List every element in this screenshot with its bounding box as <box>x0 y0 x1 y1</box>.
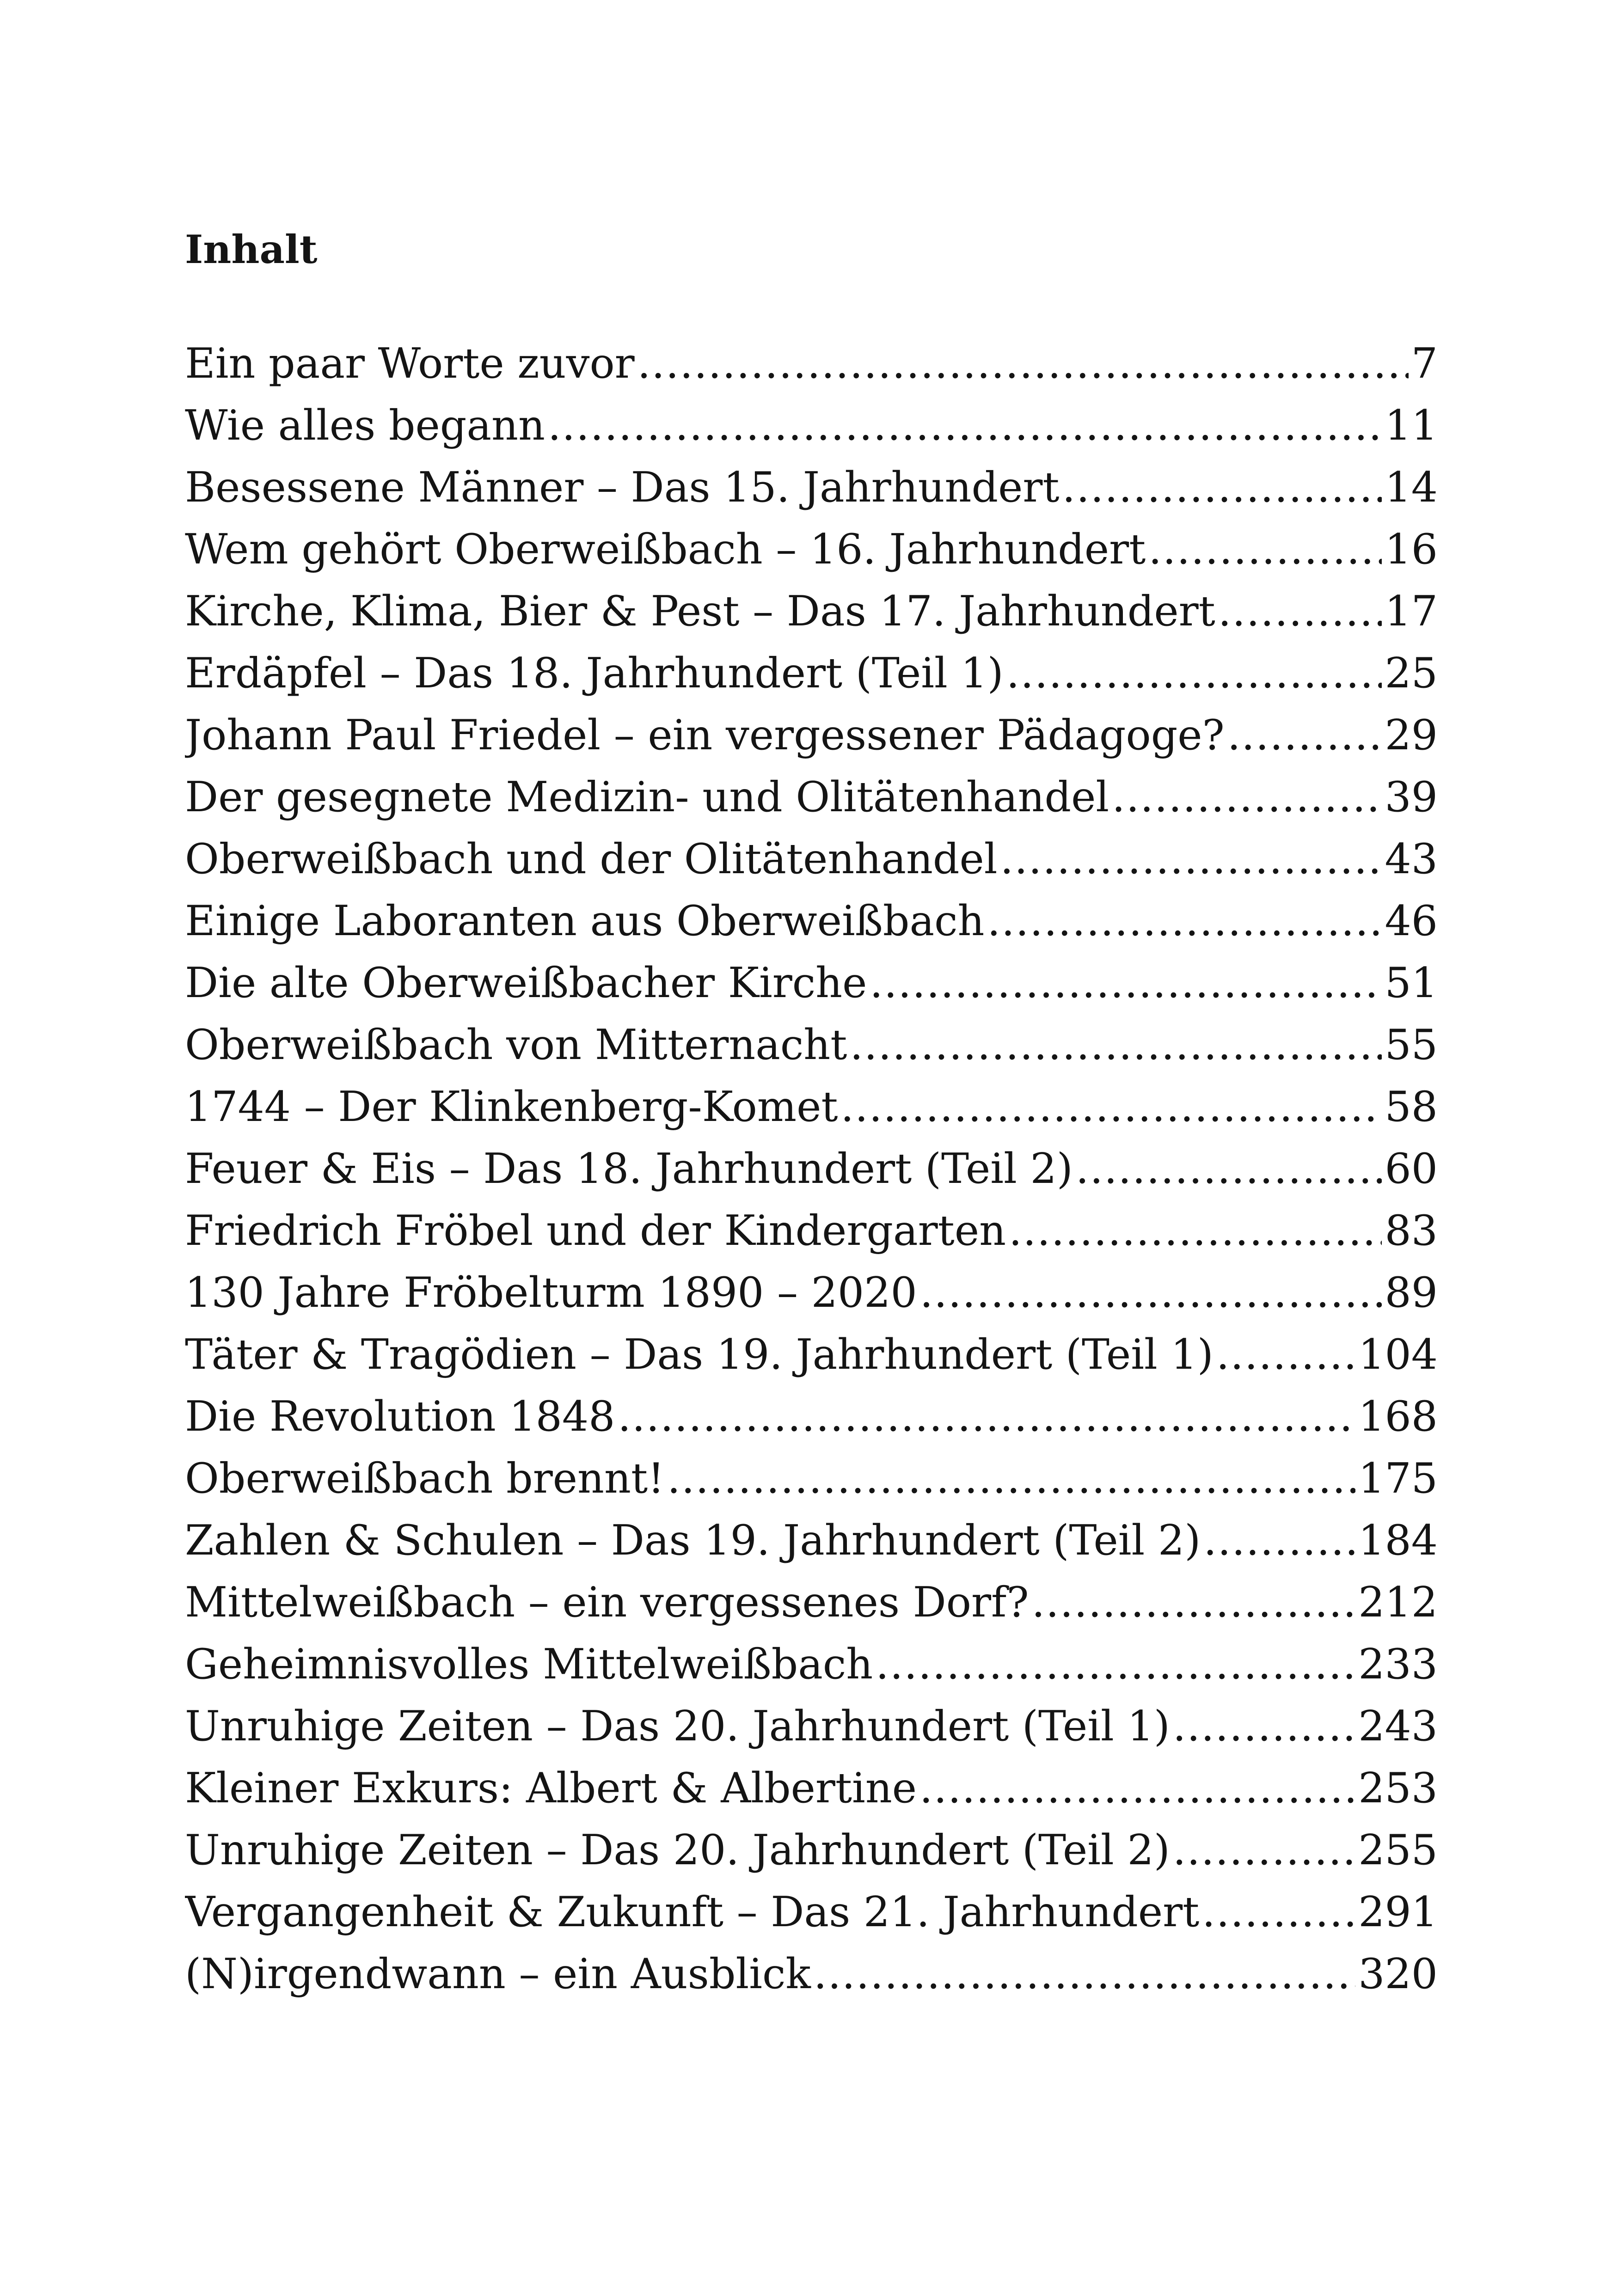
toc-dot-leader <box>1109 766 1382 828</box>
toc-entry-page-number: 168 <box>1358 1392 1438 1441</box>
toc-dot-leader <box>635 333 1409 395</box>
toc-entry <box>185 1076 1438 1138</box>
toc-dot-leader <box>1214 1324 1355 1386</box>
toc-dot-leader <box>1170 1819 1355 1881</box>
toc-entry <box>185 1324 1438 1386</box>
toc-dot-leader <box>1006 1200 1382 1262</box>
toc-entry-title: Die alte Oberweißbacher Kirche <box>185 959 867 1007</box>
toc-dot-leader <box>1170 1696 1355 1757</box>
toc-entry <box>185 519 1438 581</box>
toc-entry-title: Der gesegnete Medizin- und Olitätenhandel <box>185 773 1109 821</box>
toc-entry <box>185 1262 1438 1324</box>
toc-entry-page-number: 51 <box>1385 959 1438 1007</box>
toc-dot-leader <box>867 952 1382 1014</box>
toc-dot-leader <box>1146 519 1382 581</box>
table-of-contents <box>185 333 1438 2005</box>
toc-entry-title: Unruhige Zeiten – Das 20. Jahrhundert (Teil 1) <box>185 1702 1170 1751</box>
toc-entry-page-number: 320 <box>1358 1950 1438 1998</box>
toc-entry <box>185 1200 1438 1262</box>
page-title: Inhalt <box>185 227 318 272</box>
toc-dot-leader <box>1201 1510 1355 1572</box>
toc-entry-page-number: 16 <box>1385 525 1438 574</box>
toc-entry <box>185 395 1438 457</box>
toc-dot-leader <box>1225 704 1382 766</box>
toc-entry-page-number: 7 <box>1411 339 1438 388</box>
toc-entry <box>185 1572 1438 1634</box>
toc-entry-page-number: 255 <box>1358 1826 1438 1874</box>
toc-dot-leader <box>664 1448 1355 1510</box>
toc-entry-page-number: 60 <box>1385 1145 1438 1193</box>
toc-dot-leader <box>1073 1138 1382 1200</box>
toc-entry <box>185 1014 1438 1076</box>
toc-entry-page-number: 89 <box>1385 1268 1438 1317</box>
toc-entry <box>185 952 1438 1014</box>
toc-entry-page-number: 233 <box>1358 1640 1438 1689</box>
toc-entry <box>185 1757 1438 1819</box>
toc-dot-leader <box>838 1076 1382 1138</box>
toc-entry-page-number: 14 <box>1385 463 1438 512</box>
toc-entry-page-number: 104 <box>1358 1330 1438 1379</box>
toc-entry <box>185 1634 1438 1696</box>
toc-entry-title: (N)irgendwann – ein Ausblick <box>185 1950 811 1998</box>
toc-entry <box>185 1696 1438 1757</box>
toc-entry <box>185 1386 1438 1448</box>
toc-entry <box>185 1510 1438 1572</box>
toc-entry-title: 130 Jahre Fröbelturm 1890 – 2020 <box>185 1268 917 1317</box>
toc-dot-leader <box>615 1386 1355 1448</box>
toc-entry-page-number: 11 <box>1385 401 1438 450</box>
toc-entry <box>185 643 1438 704</box>
toc-entry <box>185 333 1438 395</box>
toc-entry-title: Besessene Männer – Das 15. Jahrhundert <box>185 463 1060 512</box>
toc-dot-leader <box>917 1757 1355 1819</box>
toc-entry <box>185 1448 1438 1510</box>
toc-entry-title: Oberweißbach von Mitternacht <box>185 1021 847 1069</box>
toc-entry-page-number: 29 <box>1385 711 1438 759</box>
toc-dot-leader <box>1029 1572 1356 1634</box>
toc-entry-page-number: 253 <box>1358 1764 1438 1812</box>
toc-entry <box>185 1138 1438 1200</box>
toc-entry-title: Geheimnisvolles Mittelweißbach <box>185 1640 873 1689</box>
toc-entry-page-number: 243 <box>1358 1702 1438 1751</box>
toc-entry-page-number: 83 <box>1385 1206 1438 1255</box>
toc-entry-title: Wem gehört Oberweißbach – 16. Jahrhundert <box>185 525 1146 574</box>
toc-entry <box>185 766 1438 828</box>
toc-entry-title: Vergangenheit & Zukunft – Das 21. Jahrhundert <box>185 1888 1200 1936</box>
toc-entry-title: Mittelweißbach – ein vergessenes Dorf? <box>185 1578 1029 1627</box>
toc-entry-page-number: 184 <box>1358 1516 1438 1565</box>
toc-entry-page-number: 291 <box>1358 1888 1438 1936</box>
toc-dot-leader <box>847 1014 1382 1076</box>
toc-entry-page-number: 212 <box>1358 1578 1438 1627</box>
toc-dot-leader <box>545 395 1382 457</box>
toc-entry-page-number: 175 <box>1358 1454 1438 1503</box>
toc-entry <box>185 890 1438 952</box>
toc-entry-title: Friedrich Fröbel und der Kindergarten <box>185 1206 1006 1255</box>
toc-entry <box>185 828 1438 890</box>
toc-dot-leader <box>917 1262 1382 1324</box>
toc-entry-title: Oberweißbach brennt! <box>185 1454 665 1503</box>
toc-entry <box>185 704 1438 766</box>
toc-entry-page-number: 55 <box>1385 1021 1438 1069</box>
toc-entry-title: 1744 – Der Klinkenberg-Komet <box>185 1083 838 1131</box>
toc-entry <box>185 457 1438 519</box>
toc-entry-title: Zahlen & Schulen – Das 19. Jahrhundert (Teil 2) <box>185 1516 1201 1565</box>
toc-dot-leader <box>1060 457 1382 519</box>
toc-entry-title: Täter & Tragödien – Das 19. Jahrhundert (Teil 1) <box>185 1330 1214 1379</box>
toc-entry-title: Wie alles begann <box>185 401 545 450</box>
toc-entry-page-number: 17 <box>1385 587 1438 636</box>
toc-entry-title: Erdäpfel – Das 18. Jahrhundert (Teil 1) <box>185 649 1004 698</box>
toc-entry-title: Feuer & Eis – Das 18. Jahrhundert (Teil 2) <box>185 1145 1073 1193</box>
toc-entry-title: Einige Laboranten aus Oberweißbach <box>185 897 985 945</box>
toc-entry <box>185 581 1438 643</box>
toc-entry-title: Johann Paul Friedel – ein vergessener Pädagoge? <box>185 711 1225 759</box>
toc-dot-leader <box>1004 643 1382 704</box>
toc-entry <box>185 1943 1438 2005</box>
toc-dot-leader <box>998 828 1382 890</box>
toc-entry <box>185 1881 1438 1943</box>
toc-dot-leader <box>1215 581 1382 643</box>
toc-entry-title: Ein paar Worte zuvor <box>185 339 635 388</box>
toc-entry <box>185 1819 1438 1881</box>
toc-entry-page-number: 46 <box>1385 897 1438 945</box>
toc-entry-title: Die Revolution 1848 <box>185 1392 615 1441</box>
toc-entry-title: Oberweißbach und der Olitätenhandel <box>185 835 998 883</box>
toc-entry-page-number: 58 <box>1385 1083 1438 1131</box>
toc-entry-page-number: 43 <box>1385 835 1438 883</box>
toc-dot-leader <box>811 1943 1355 2005</box>
toc-entry-title: Unruhige Zeiten – Das 20. Jahrhundert (Teil 2) <box>185 1826 1170 1874</box>
toc-entry-page-number: 39 <box>1385 773 1438 821</box>
toc-entry-title: Kleiner Exkurs: Albert & Albertine <box>185 1764 917 1812</box>
toc-entry-page-number: 25 <box>1385 649 1438 698</box>
toc-entry-title: Kirche, Klima, Bier & Pest – Das 17. Jahrhundert <box>185 587 1215 636</box>
toc-dot-leader <box>985 890 1382 952</box>
toc-dot-leader <box>1199 1881 1355 1943</box>
toc-dot-leader <box>873 1634 1355 1696</box>
